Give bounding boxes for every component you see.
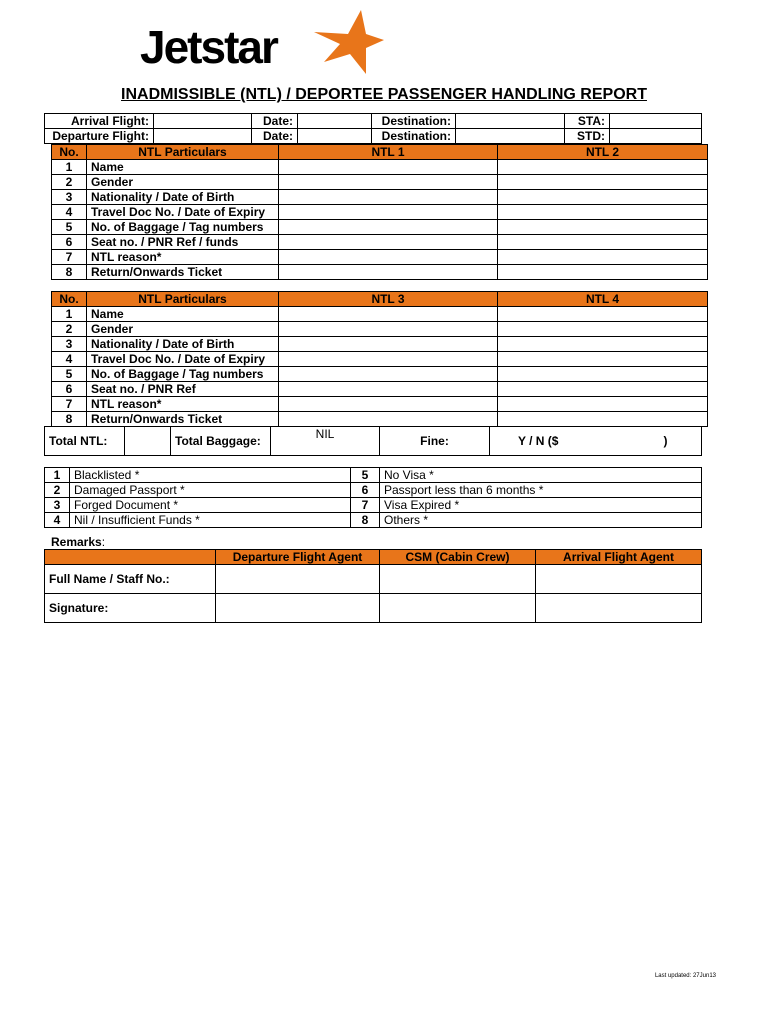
col-header-ntl2: NTL 2 xyxy=(498,145,708,160)
ntl-value-field-a[interactable] xyxy=(279,190,498,205)
reason-number-right: 8 xyxy=(351,513,380,528)
row-number: 4 xyxy=(52,352,87,367)
remarks-label-text: Remarks xyxy=(51,535,102,549)
ntl-value-field-b[interactable] xyxy=(498,190,708,205)
fine-value: Y / N ($ xyxy=(518,434,559,448)
remarks-label xyxy=(51,535,105,549)
reason-label-right: Passport less than 6 months * xyxy=(380,483,702,498)
reason-label-left: Nil / Insufficient Funds * xyxy=(70,513,351,528)
col-header-no: No. xyxy=(52,145,87,160)
row-particular-label: Gender xyxy=(87,175,279,190)
ntl-table-2 xyxy=(51,291,708,427)
row-particular-label: No. of Baggage / Tag numbers xyxy=(87,367,279,382)
row-number: 8 xyxy=(52,412,87,427)
ntl-value-field-a[interactable] xyxy=(279,235,498,250)
row-number: 3 xyxy=(52,337,87,352)
signoff-header-arrival-agent: Arrival Flight Agent xyxy=(536,550,702,565)
ntl-row xyxy=(52,250,708,265)
ntl-row xyxy=(52,307,708,322)
reason-number-right: 5 xyxy=(351,468,380,483)
signature-label: Signature: xyxy=(45,594,216,623)
reason-number-right: 6 xyxy=(351,483,380,498)
row-number: 2 xyxy=(52,322,87,337)
ntl-value-field-a[interactable] xyxy=(279,322,498,337)
row-number: 7 xyxy=(52,397,87,412)
ntl-row xyxy=(52,205,708,220)
signoff-header-blank xyxy=(45,550,216,565)
ntl-row xyxy=(52,412,708,427)
col-header-ntl4: NTL 4 xyxy=(498,292,708,307)
col-header-ntl3: NTL 3 xyxy=(279,292,498,307)
reason-row xyxy=(45,513,702,528)
std-field[interactable] xyxy=(610,129,702,144)
col-header-no: No. xyxy=(52,292,87,307)
departure-agent-name-field[interactable] xyxy=(216,565,380,594)
col-header-ntl1: NTL 1 xyxy=(279,145,498,160)
reason-number-left: 3 xyxy=(45,498,70,513)
page-title: INADMISSIBLE (NTL) / DEPORTEE PASSENGER HANDLING REPORT xyxy=(121,86,647,103)
reason-label-right: Others * xyxy=(380,513,702,528)
reason-label-left: Damaged Passport * xyxy=(70,483,351,498)
ntl-table-1 xyxy=(51,144,708,280)
ntl-value-field-b[interactable] xyxy=(498,220,708,235)
ntl-row xyxy=(52,337,708,352)
ntl-value-field-b[interactable] xyxy=(498,412,708,427)
ntl-value-field-b[interactable] xyxy=(498,337,708,352)
ntl-row xyxy=(52,160,708,175)
ntl-value-field-b[interactable] xyxy=(498,367,708,382)
row-number: 1 xyxy=(52,160,87,175)
ntl-value-field-a[interactable] xyxy=(279,205,498,220)
ntl-value-field-a[interactable] xyxy=(279,160,498,175)
col-header-particulars: NTL Particulars xyxy=(87,292,279,307)
fine-field[interactable] xyxy=(490,427,702,456)
row-particular-label: Seat no. / PNR Ref xyxy=(87,382,279,397)
arrival-flight-label: Arrival Flight: xyxy=(45,114,154,129)
fine-close: ) xyxy=(663,434,668,448)
reason-number-right: 7 xyxy=(351,498,380,513)
csm-signature-field[interactable] xyxy=(380,594,536,623)
ntl-row xyxy=(52,220,708,235)
ntl-value-field-b[interactable] xyxy=(498,160,708,175)
ntl-reasons-table xyxy=(44,467,702,528)
row-particular-label: Travel Doc No. / Date of Expiry xyxy=(87,205,279,220)
ntl-value-field-b[interactable] xyxy=(498,250,708,265)
row-number: 6 xyxy=(52,382,87,397)
reason-number-left: 1 xyxy=(45,468,70,483)
csm-name-field[interactable] xyxy=(380,565,536,594)
ntl-row xyxy=(52,235,708,250)
ntl-row xyxy=(52,175,708,190)
row-particular-label: Seat no. / PNR Ref / funds xyxy=(87,235,279,250)
row-number: 5 xyxy=(52,220,87,235)
departure-destination-field[interactable] xyxy=(456,129,565,144)
row-number: 5 xyxy=(52,367,87,382)
row-number: 8 xyxy=(52,265,87,280)
logo-wordmark: Jetstar xyxy=(140,21,277,73)
signoff-header-csm: CSM (Cabin Crew) xyxy=(380,550,536,565)
row-number: 4 xyxy=(52,205,87,220)
ntl-value-field-b[interactable] xyxy=(498,175,708,190)
ntl-value-field-a[interactable] xyxy=(279,265,498,280)
ntl-value-field-a[interactable] xyxy=(279,412,498,427)
arrival-destination-label: Destination: xyxy=(372,114,456,129)
reason-label-left: Blacklisted * xyxy=(70,468,351,483)
sta-label: STA: xyxy=(565,114,610,129)
reason-row xyxy=(45,483,702,498)
ntl-value-field-b[interactable] xyxy=(498,397,708,412)
ntl-row xyxy=(52,382,708,397)
signoff-header-departure-agent: Departure Flight Agent xyxy=(216,550,380,565)
row-particular-label: Travel Doc No. / Date of Expiry xyxy=(87,352,279,367)
arrival-flight-field[interactable] xyxy=(154,114,252,129)
jetstar-logo xyxy=(140,22,380,74)
col-header-particulars: NTL Particulars xyxy=(87,145,279,160)
ntl-value-field-b[interactable] xyxy=(498,322,708,337)
arrival-destination-field[interactable] xyxy=(456,114,565,129)
full-name-label: Full Name / Staff No.: xyxy=(45,565,216,594)
ntl-value-field-a[interactable] xyxy=(279,220,498,235)
row-number: 7 xyxy=(52,250,87,265)
reason-label-left: Forged Document * xyxy=(70,498,351,513)
ntl-value-field-b[interactable] xyxy=(498,205,708,220)
ntl-value-field-a[interactable] xyxy=(279,382,498,397)
ntl-value-field-b[interactable] xyxy=(498,235,708,250)
ntl-value-field-a[interactable] xyxy=(279,352,498,367)
departure-date-label: Date: xyxy=(252,129,298,144)
reason-label-right: No Visa * xyxy=(380,468,702,483)
std-label: STD: xyxy=(565,129,610,144)
ntl-row xyxy=(52,265,708,280)
ntl-value-field-a[interactable] xyxy=(279,397,498,412)
row-particular-label: Return/Onwards Ticket xyxy=(87,265,279,280)
row-particular-label: No. of Baggage / Tag numbers xyxy=(87,220,279,235)
departure-flight-field[interactable] xyxy=(154,129,252,144)
row-particular-label: Name xyxy=(87,160,279,175)
total-baggage-value[interactable]: NIL xyxy=(271,427,380,456)
ntl-row xyxy=(52,367,708,382)
ntl-row xyxy=(52,322,708,337)
last-updated-note: Last updated: 27Jun13 xyxy=(654,973,716,979)
reason-row xyxy=(45,498,702,513)
departure-date-field[interactable] xyxy=(298,129,372,144)
departure-agent-signature-field[interactable] xyxy=(216,594,380,623)
departure-flight-label: Departure Flight: xyxy=(45,129,154,144)
row-particular-label: NTL reason* xyxy=(87,250,279,265)
row-number: 6 xyxy=(52,235,87,250)
ntl-row xyxy=(52,352,708,367)
ntl-value-field-a[interactable] xyxy=(279,250,498,265)
star-icon xyxy=(314,10,384,76)
signoff-table xyxy=(44,549,702,623)
ntl-value-field-a[interactable] xyxy=(279,175,498,190)
totals-table xyxy=(44,426,702,456)
row-number: 3 xyxy=(52,190,87,205)
arrival-agent-name-field[interactable] xyxy=(536,565,702,594)
total-ntl-label: Total NTL: xyxy=(45,427,125,456)
reason-number-left: 4 xyxy=(45,513,70,528)
ntl-value-field-a[interactable] xyxy=(279,307,498,322)
row-number: 1 xyxy=(52,307,87,322)
sta-field[interactable] xyxy=(610,114,702,129)
ntl-row xyxy=(52,190,708,205)
ntl-value-field-b[interactable] xyxy=(498,352,708,367)
total-ntl-field[interactable] xyxy=(125,427,171,456)
row-particular-label: NTL reason* xyxy=(87,397,279,412)
reason-row xyxy=(45,468,702,483)
ntl-value-field-b[interactable] xyxy=(498,265,708,280)
arrival-date-field[interactable] xyxy=(298,114,372,129)
ntl-value-field-b[interactable] xyxy=(498,382,708,397)
remarks-colon: : xyxy=(101,535,106,549)
arrival-date-label: Date: xyxy=(252,114,298,129)
row-particular-label: Nationality / Date of Birth xyxy=(87,190,279,205)
row-number: 2 xyxy=(52,175,87,190)
ntl-value-field-a[interactable] xyxy=(279,367,498,382)
ntl-value-field-b[interactable] xyxy=(498,307,708,322)
arrival-agent-signature-field[interactable] xyxy=(536,594,702,623)
flight-info-table xyxy=(44,113,702,144)
row-particular-label: Name xyxy=(87,307,279,322)
departure-destination-label: Destination: xyxy=(372,129,456,144)
reason-number-left: 2 xyxy=(45,483,70,498)
ntl-value-field-a[interactable] xyxy=(279,337,498,352)
reason-label-right: Visa Expired * xyxy=(380,498,702,513)
fine-label: Fine: xyxy=(380,427,490,456)
row-particular-label: Nationality / Date of Birth xyxy=(87,337,279,352)
total-baggage-label: Total Baggage: xyxy=(171,427,271,456)
row-particular-label: Gender xyxy=(87,322,279,337)
ntl-row xyxy=(52,397,708,412)
row-particular-label: Return/Onwards Ticket xyxy=(87,412,279,427)
